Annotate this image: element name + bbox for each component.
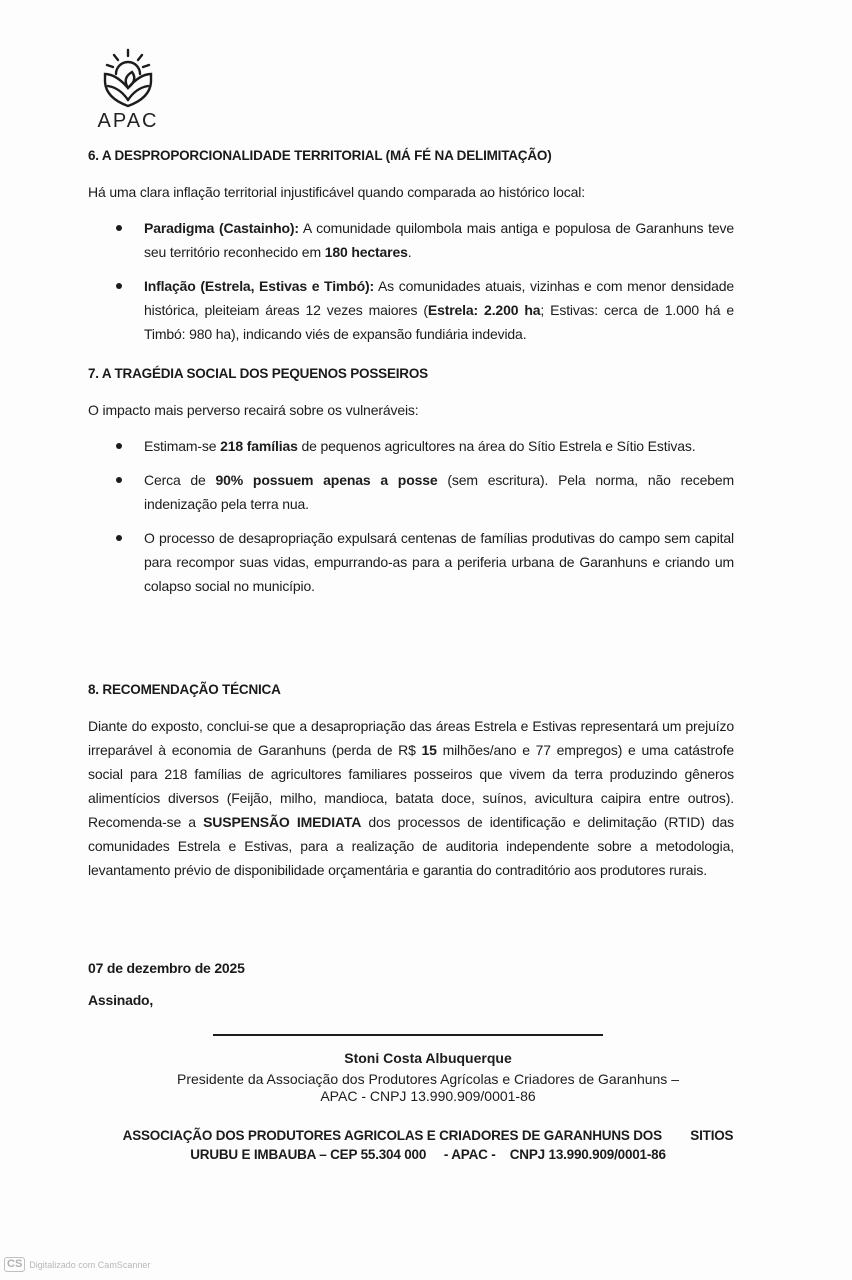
list-item	[88, 274, 734, 346]
body-text: Diante do exposto, conclui-se que a desapropriação das áreas Estrela e Estivas representará um prejuízo irreparável à economia de Garanhuns (perda de R$	[88, 718, 734, 758]
footer-line-1: ASSOCIAÇÃO DOS PRODUTORES AGRICOLAS E CRIADORES DE GARANHUNS DOS SITIOS	[122, 1128, 734, 1143]
bullet-icon	[116, 477, 122, 483]
document-date: 07 de dezembro de 2025	[88, 960, 245, 976]
logo-text: APAC	[97, 110, 159, 132]
footer-line-2: URUBU E IMBAUBA – CEP 55.304 000 - APAC - CNPJ 13.990.909/0001-86	[190, 1147, 666, 1162]
bullet-icon	[116, 283, 122, 289]
scanner-watermark	[4, 1257, 150, 1272]
bullet-emphasis: 180 hectares	[324, 244, 408, 260]
bullet-text: Cerca de	[144, 472, 216, 488]
list-item	[88, 216, 734, 264]
bullet-icon	[116, 535, 122, 541]
bullet-text: O processo de desapropriação expulsará centenas de famílias produtivas do campo sem capital para recompor suas vidas, empurrando-as para a periferia urbana de Garanhuns e criando um colapso social no município.	[144, 530, 734, 594]
bullet-emphasis: Estrela: 2.200 ha	[427, 302, 541, 318]
apac-logo	[88, 48, 168, 136]
body-emphasis: SUSPENSÃO IMEDIATA	[203, 814, 362, 830]
list-item	[88, 468, 734, 516]
bullet-text: (sem escritura). Pela norma, não recebem indenização pela terra nua.	[144, 472, 735, 512]
body-emphasis: 15	[421, 742, 437, 758]
section-6-title: 6. A DESPROPORCIONALIDADE TERRITORIAL (MÁ FÉ NA DELIMITAÇÃO)	[88, 148, 552, 163]
list-item	[88, 434, 734, 458]
sun-leaves-icon	[100, 48, 156, 110]
section-7-intro: O impacto mais perverso recairá sobre os vulneráveis:	[88, 402, 419, 418]
bullet-lead: Paradigma (Castainho):	[144, 220, 299, 236]
bullet-text: A comunidade quilombola mais antiga e populosa de Garanhuns teve seu território reconhecido em	[144, 220, 735, 260]
section-7-title: 7. A TRAGÉDIA SOCIAL DOS PEQUENOS POSSEIROS	[88, 366, 428, 381]
section-6-bullets	[88, 216, 734, 356]
bullet-text: Estimam-se	[144, 438, 221, 454]
bullet-text: .	[407, 244, 412, 260]
bullet-emphasis: 218 famílias	[220, 438, 298, 454]
bullet-text: de pequenos agricultores na área do Sítio Estrela e Sítio Estivas.	[297, 438, 696, 454]
watermark-text: Digitalizado com CamScanner	[29, 1259, 151, 1270]
bullet-lead: Inflação (Estrela, Estivas e Timbó):	[144, 278, 375, 294]
bullet-icon	[116, 225, 122, 231]
letterhead-footer	[88, 1126, 768, 1164]
body-text: dos processos de identificação e delimitação (RTID) das comunidades Estrela e Estivas, para a realização de auditoria independente sobre a metodologia, levantamento prévio de disponibilidade orçamentária e garantia do contraditório aos produtores rurais.	[88, 814, 734, 878]
signed-label: Assinado,	[88, 992, 154, 1008]
bullet-icon	[116, 443, 122, 449]
signatory-role	[88, 1071, 768, 1105]
role-line-1: Presidente da Associação dos Produtores Agrícolas e Criadores de Garanhuns –	[177, 1071, 679, 1087]
section-8-title: 8. RECOMENDAÇÃO TÉCNICA	[88, 682, 281, 697]
bullet-text: ; Estivas: cerca de 1.000 há e Timbó: 980 ha), indicando viés de expansão fundiária indevida.	[144, 302, 734, 342]
list-item	[88, 526, 734, 598]
bullet-emphasis: 90% possuem apenas a posse	[215, 472, 438, 488]
signatory-name: Stoni Costa Albuquerque	[344, 1050, 512, 1066]
camscanner-icon: CS	[4, 1257, 25, 1272]
body-text: milhões/ano e 77 empregos) e uma catástrofe social para 218 famílias de agricultores familiares posseiros que vivem da terra produzindo gêneros alimentícios diversos (Feijão, milho, mandioca, batata doce, suínos, avicultura caipira entre outros). Recomenda-se a	[88, 742, 734, 830]
section-8-body	[88, 714, 734, 882]
section-7-bullets	[88, 434, 734, 608]
section-6-intro: Há uma clara inflação territorial injustificável quando comparada ao histórico local:	[88, 184, 585, 200]
bullet-text: As comunidades atuais, vizinhas e com menor densidade histórica, pleiteiam áreas 12 vezes maiores (	[144, 278, 734, 318]
signature-line	[213, 1034, 603, 1036]
role-line-2: APAC - CNPJ 13.990.909/0001-86	[320, 1088, 536, 1104]
